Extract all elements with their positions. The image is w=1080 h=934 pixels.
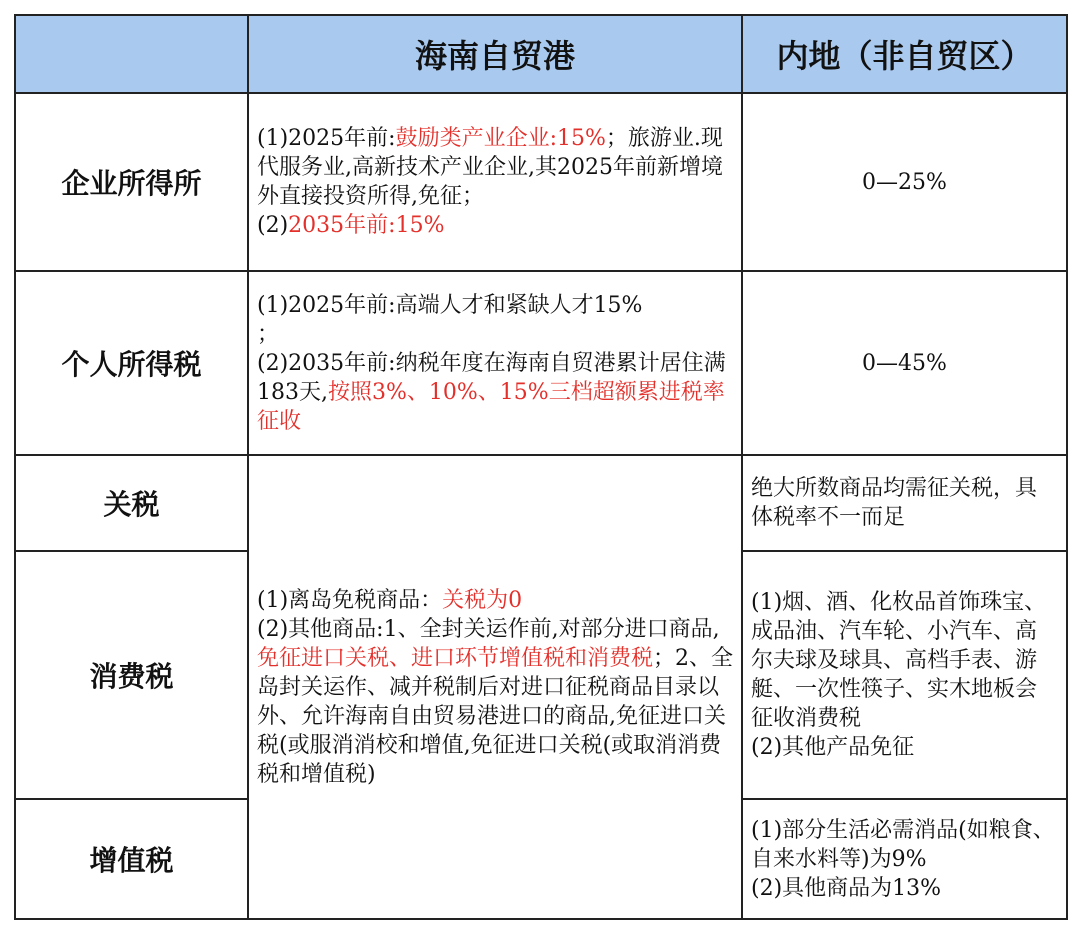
mainland-consumption-cell bbox=[742, 551, 1067, 799]
merged-highlight-2: 免征进口关税、进口环节增值税和消费税 bbox=[257, 645, 654, 671]
hainan-merged-cell bbox=[248, 455, 742, 919]
mainland-vat-cell bbox=[742, 799, 1067, 919]
hainan-personal-cell bbox=[248, 271, 742, 455]
row-label-corporate: 企业所得所 bbox=[15, 93, 248, 271]
hainan-corporate-cell bbox=[248, 93, 742, 271]
vat-line-2: (2)具他商品为13% bbox=[751, 875, 942, 901]
header-empty-cell bbox=[15, 15, 248, 93]
mainland-personal-cell: 0—45% bbox=[742, 271, 1067, 455]
merged-text-1: (1)离岛免税商品： bbox=[257, 587, 443, 613]
row-tariff bbox=[15, 455, 1067, 551]
corp-highlight-1: 鼓励类产业企业:15% bbox=[395, 126, 606, 151]
merged-text-2: (2)其他商品:1、全封关运作前,对部分进口商品, bbox=[257, 616, 720, 642]
consumption-line-1: (1)烟、酒、化枚品首饰珠宝、成品油、汽车轮、小汽车、高尔夫球及球具、高档手表、游艇、一次性筷子、实木地板会征收消费税 bbox=[751, 590, 1047, 731]
corp-text-2: ；旅游业.现代服务业,高新技术产业企业,其2025年前新增境外直接投资所得,免征； bbox=[257, 126, 723, 209]
corp-text-1: (1)2025年前: bbox=[257, 126, 396, 151]
corp-highlight-2: 2035年前:15% bbox=[288, 213, 445, 238]
mainland-tariff-cell: 绝大所数商品均需征关税，具体税率不一而足 bbox=[742, 455, 1067, 551]
row-label-personal: 个人所得税 bbox=[15, 271, 248, 455]
personal-highlight: 按照3%、10%、15%三档超额累进税率征收 bbox=[257, 379, 725, 434]
row-label-consumption: 消费税 bbox=[15, 551, 248, 799]
header-row bbox=[15, 15, 1067, 93]
consumption-line-2: (2)其他产品免征 bbox=[751, 735, 915, 760]
merged-text-3: ；2、全岛封关运作、减并税制后对进口征税商品目录以外、允许海南自由贸易港进口的商品,免征进口关税(或服消消校和增值,免征进口关税(或取消消费税和增值税) bbox=[257, 645, 734, 787]
tax-comparison-table bbox=[14, 14, 1068, 920]
vat-line-1: (1)部分生活必需消品(如粮食、自来水料等)为9% bbox=[751, 817, 1055, 872]
personal-text-1: (1)2025年前:高端人才和紧缺人才15% bbox=[257, 292, 643, 318]
corp-text-3: (2) bbox=[257, 213, 289, 238]
row-label-tariff: 关税 bbox=[15, 455, 248, 551]
personal-text-2: (2)2035年前:纳税年度在海南自贸港累计居住满183天, bbox=[257, 350, 726, 405]
personal-text-semicolon: ； bbox=[257, 321, 280, 347]
row-corporate-income-tax bbox=[15, 93, 1067, 271]
merged-highlight-1: 关税为0 bbox=[442, 587, 523, 613]
row-personal-income-tax bbox=[15, 271, 1067, 455]
row-label-vat: 增值税 bbox=[15, 799, 248, 919]
header-hainan: 海南自贸港 bbox=[248, 15, 742, 93]
header-mainland: 内地（非自贸区） bbox=[742, 15, 1067, 93]
mainland-corporate-cell: 0—25% bbox=[742, 93, 1067, 271]
